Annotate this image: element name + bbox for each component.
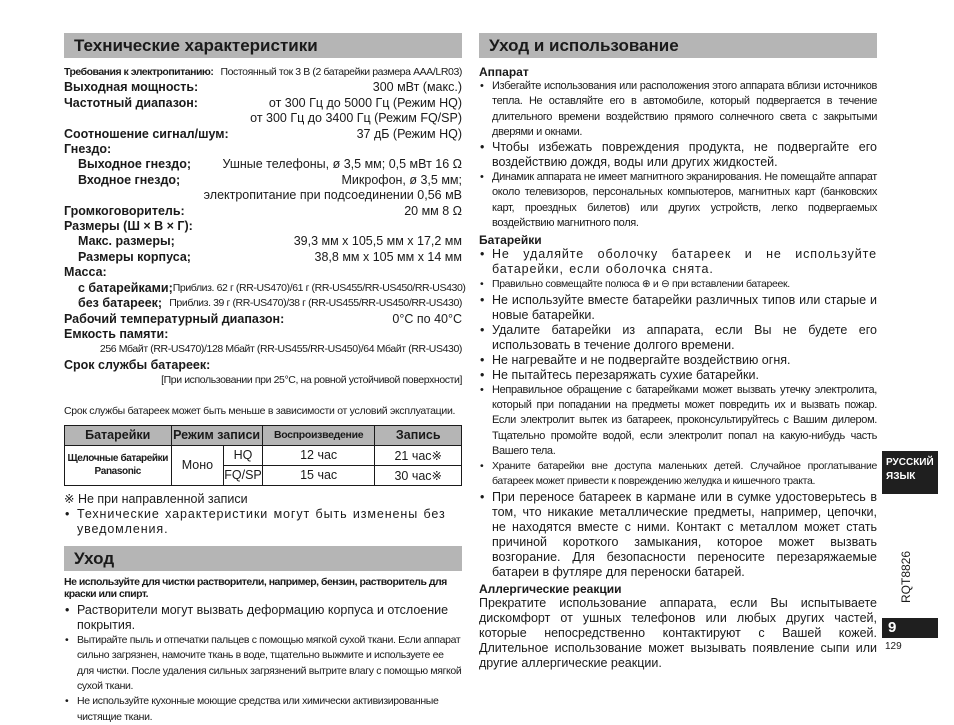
list-item: • Не нагревайте и не подвергайте воздействию огня.	[479, 353, 877, 368]
battery-type: Щелочные батарейки	[67, 453, 169, 465]
battery-life-table	[64, 425, 462, 486]
spec-value: 256 Мбайт (RR-US470)/128 Мбайт (RR-US455/RR-US450)/64 Мбайт (RR-US430)	[99, 343, 462, 356]
list-item: • Храните батарейки вне доступа маленьких детей. Случайное проглатывание батареек может привести к повреждению желудка и кишечного тракта.	[479, 459, 877, 490]
list-item: • Чтобы избежать повреждения продукта, не подвергайте его воздействию дождя, воды или других жидкостей.	[479, 140, 877, 170]
list-item: • Не удаляйте оболочку батареек и не используйте батарейки, если оболочка снята.	[479, 247, 877, 277]
spec-label: Входное гнездо;	[78, 172, 181, 187]
spec-value: Приблиз. 39 г (RR-US470)/38 г (RR-US455/RR-US450/RR-US430)	[169, 297, 462, 310]
list-item: • Правильно совмещайте полюса ⊕ и ⊖ при вставлении батареек.	[479, 277, 877, 292]
battery-type-cell	[65, 445, 172, 485]
list-item: • Удалите батарейки из аппарата, если Вы не будете его использовать в течение долгого времени.	[479, 323, 877, 353]
asterisk-note: ※ Не при направленной записи	[64, 491, 248, 506]
footnotes	[64, 492, 462, 537]
spec-label: Размеры корпуса;	[78, 249, 191, 264]
care-list	[64, 603, 462, 725]
spec-label: Срок службы батареек:	[64, 357, 211, 372]
record-cell: 21 час※	[375, 445, 462, 465]
list-item: • При переносе батареек в кармане или в сумке удостоверьтесь в том, что никакие металлические предметы, например, цепочки, не находятся вместе с ними. Контакт с металлом может стать причиной короткого замыкания, которое может вызвать возгорание. Для безопасности переносите перезаряжаемые батареи в футляре для переноски батарей.	[479, 490, 877, 580]
spec-label: Емкость памяти:	[64, 326, 169, 341]
spec-mass-with	[64, 280, 466, 296]
spec-value: 300 мВт (макс.)	[372, 80, 462, 95]
spec-max-dims	[64, 234, 462, 249]
spec-label: Громкоговоритель:	[64, 203, 185, 218]
spec-label: Соотношение сигнал/шум:	[64, 126, 229, 141]
spec-label: Макс. размеры;	[78, 234, 175, 249]
battery-life-note: Срок службы батареек может быть меньше в зависимости от условий эксплуатации.	[64, 404, 456, 417]
usage-header: Уход и использование	[479, 33, 877, 58]
spec-value: от 300 Гц до 5000 Гц (Режим HQ)	[268, 95, 462, 110]
spec-label: Масса:	[64, 265, 107, 280]
table-header: Батарейки	[65, 425, 172, 445]
list-item: • Избегайте использования или расположения этого аппарата вблизи источников тепла. Не оставляйте его в автомобиле, который подвергается в течение длительного времени воздействию прямого солнечного света с закрытыми дверями и окнами.	[479, 79, 877, 140]
spec-value: Микрофон, ø 3,5 мм;	[341, 172, 462, 187]
spec-label: Рабочий температурный диапазон:	[64, 311, 285, 326]
spec-in-jack	[64, 173, 462, 188]
specs-header: Технические характеристики	[64, 33, 462, 58]
table-header: Запись	[375, 425, 462, 445]
batteries-subheading: Батарейки	[479, 233, 542, 248]
spec-power	[64, 65, 462, 80]
table-header: Режим записи	[171, 425, 262, 445]
quality-cell: HQ	[224, 445, 263, 465]
spec-label: Выходная мощность:	[64, 80, 199, 95]
spec-value: [При использовании при 25°C, на ровной устойчивой поверхности]	[161, 374, 462, 387]
quality-cell: FQ/SP	[224, 465, 263, 485]
mode-cell: Моно	[171, 445, 224, 485]
list-item: • Не используйте кухонные моющие средства или химически активизированные чистящие ткани.	[64, 694, 462, 725]
spec-temp	[64, 312, 462, 327]
spec-label: Размеры (Ш × В × Г):	[64, 219, 193, 234]
document-code: RQT8826	[899, 550, 913, 604]
record-cell: 30 час※	[375, 465, 462, 485]
spec-value: электропитание при подсоединении 0,56 мВ	[203, 188, 462, 203]
spec-value: 0°C по 40°C	[392, 311, 462, 326]
specs-list	[64, 65, 466, 389]
spec-body-dims	[64, 250, 462, 265]
care-warning: Не используйте для чистки растворители, например, бензин, растворитель для краски или спирт.	[64, 575, 447, 600]
list-item: • Вытирайте пыль и отпечатки пальцев с помощью мягкой сухой ткани. Если аппарат сильно загрязнен, намочите ткань в воде, тщательно выжмите и используете ее для чистки. После удаления сильных загрязнений вытрите влагу с помощью мягкой сухой ткани.	[64, 633, 462, 694]
spec-label: Требования к электропитанию:	[64, 66, 214, 78]
device-subheading: Аппарат	[479, 65, 529, 79]
spec-label: Частотный диапазон:	[64, 95, 198, 110]
spec-value: Постоянный ток 3 В (2 батарейки размера AAA/LR03)	[220, 66, 462, 78]
playback-cell: 12 час	[262, 445, 375, 465]
spec-label: Выходное гнездо;	[78, 157, 192, 172]
spec-label: без батареек;	[78, 296, 163, 311]
language-tab	[882, 451, 938, 494]
spec-value: от 300 Гц до 3400 Гц (Режим FQ/SP)	[250, 111, 462, 126]
change-note: • Технические характеристики могут быть изменены без уведомления.	[64, 507, 462, 537]
spec-value: 37 дБ (Режим HQ)	[356, 126, 462, 141]
spec-snr	[64, 127, 462, 142]
allergy-subheading: Аллергические реакции	[479, 581, 622, 596]
overall-page-number: 129	[885, 641, 902, 652]
spec-value: Приблиз. 62 г (RR-US470)/61 г (RR-US455/RR-US450/RR-US430)	[172, 281, 466, 294]
battery-list	[479, 247, 877, 579]
page-number: 9	[882, 618, 938, 638]
spec-label: с батарейками;	[78, 280, 173, 295]
table-header-row	[65, 425, 462, 445]
spec-out-jack	[64, 157, 462, 172]
playback-cell: 15 час	[262, 465, 375, 485]
spec-frequency	[64, 96, 462, 111]
spec-value: 38,8 мм x 105 мм x 14 мм	[314, 249, 462, 264]
language-label: ЯЗЫК	[886, 471, 916, 482]
table-header: Воспроизведение	[262, 425, 375, 445]
spec-value: 20 мм 8 Ω	[404, 203, 462, 218]
list-item: • Не пытайтесь перезаряжать сухие батарейки.	[479, 368, 877, 383]
right-column	[479, 33, 877, 671]
care-header: Уход	[64, 546, 462, 571]
spec-value: 39,3 мм x 105,5 мм x 17,2 мм	[293, 234, 462, 249]
spec-value: Ушные телефоны, ø 3,5 мм; 0,5 мВт 16 Ω	[222, 157, 462, 172]
device-list	[479, 79, 877, 231]
list-item: • Не используйте вместе батарейки различных типов или старые и новые батарейки.	[479, 293, 877, 323]
spec-mass-without	[64, 296, 462, 311]
battery-brand: Panasonic	[94, 466, 141, 478]
spec-label: Гнездо:	[64, 142, 112, 157]
left-column	[64, 33, 466, 725]
list-item: • Растворители могут вызвать деформацию корпуса и отслоение покрытия.	[64, 603, 462, 634]
list-item: • Динамик аппарата не имеет магнитного экранирования. Не помещайте аппарат около телевизоров, персональных компьютеров, магнитных карт (банковских карт, проездных билетов) или других устройств, легко подвергаемых воздействию магнитного поля.	[479, 170, 877, 231]
allergy-text: Прекратите использование аппарата, если Вы испытываете дискомфорт от ушных телефонов или любых других частей, которые непосредственно контактируют с Вашей кожей. Длительное использование может вызывать появление сыпи или другие аллергические реакции.	[479, 595, 877, 670]
spec-speaker	[64, 204, 462, 219]
table-row	[65, 445, 462, 465]
list-item: • Неправильное обращение с батарейками может вызвать утечку электролита, который при попадании на предметы может повредить их и вызвать пожар. Если электролит вытек из батареек, проконсультируйтесь с Вашим дилером. Тщательно промойте водой, если электролит попал на какую-нибудь часть Вашего тела.	[479, 383, 877, 459]
spec-output	[64, 80, 462, 95]
language-label: РУССКИЙ	[886, 457, 934, 468]
